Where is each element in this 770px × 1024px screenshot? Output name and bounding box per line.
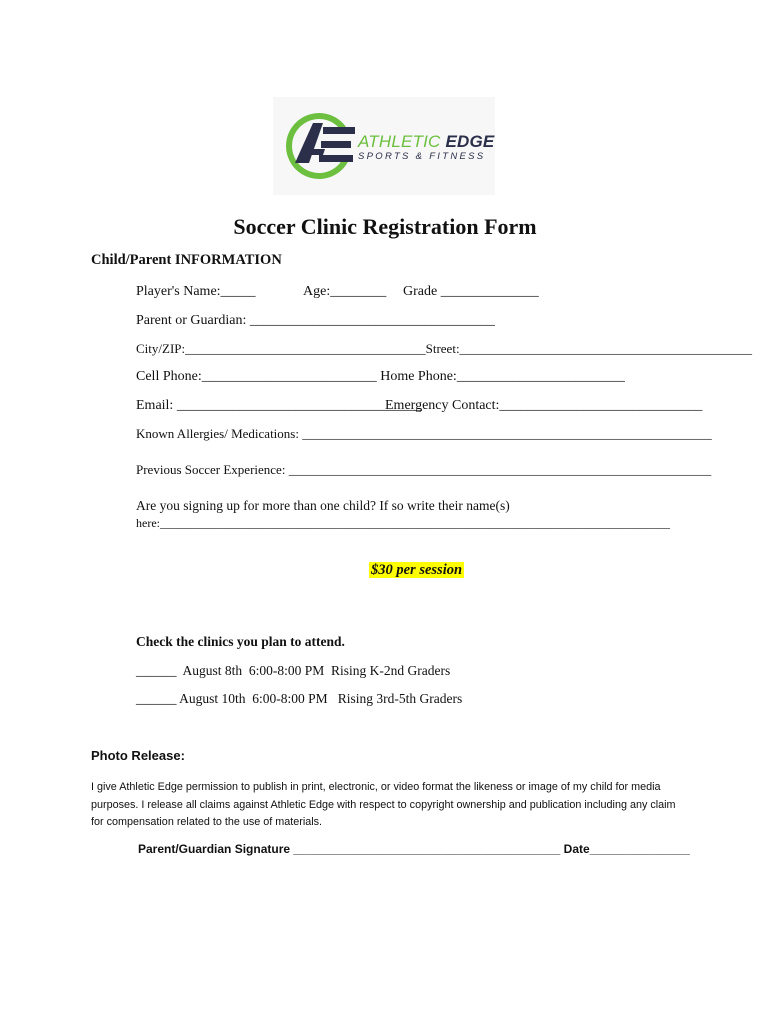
clinic-option-2[interactable]: ______ August 10th 6:00-8:00 PM Rising 3rd-5th Graders <box>136 691 463 706</box>
allergies-field[interactable]: Known Allergies/ Medications: _______________________________________________________________ <box>136 426 712 441</box>
logo-tagline: SPORTS & FITNESS <box>358 151 486 162</box>
clinic-option-1[interactable]: ______ August 8th 6:00-8:00 PM Rising K-2nd Graders <box>136 663 451 678</box>
siblings-field[interactable]: here:_____________________________________________________________________________________ <box>136 516 670 530</box>
age-field[interactable]: Age:________ <box>303 284 387 299</box>
signature-line[interactable]: Parent/Guardian Signature ________________________________________ Date_______________ <box>138 842 690 856</box>
phone-fields[interactable]: Cell Phone:_________________________ Home Phone:________________________ <box>136 369 625 384</box>
city-street-field[interactable]: City/ZIP:_____________________________________Street:_____________________________________________ <box>136 341 753 356</box>
logo-brand-bold-word: EDGE <box>445 132 495 151</box>
page-title: Soccer Clinic Registration Form <box>233 214 537 239</box>
logo-brand-word: ATHLETIC <box>358 132 441 151</box>
section-heading: Child/Parent INFORMATION <box>91 252 282 268</box>
clinics-heading: Check the clinics you plan to attend. <box>136 634 345 649</box>
email-field[interactable]: Email: ___________________________________ <box>136 398 422 413</box>
player-name-field[interactable]: Player's Name:_____ <box>136 284 256 299</box>
parent-field[interactable]: Parent or Guardian: ___________________________________ <box>136 313 495 328</box>
grade-field[interactable]: Grade ______________ <box>403 284 539 299</box>
emergency-contact-field[interactable]: Emergency Contact:_____________________________ <box>385 398 703 413</box>
photo-release-heading: Photo Release: <box>91 748 185 763</box>
logo-brand-text <box>358 132 494 152</box>
price-badge <box>361 543 464 579</box>
siblings-question: Are you signing up for more than one child? If so write their name(s) <box>136 498 510 513</box>
experience-field[interactable]: Previous Soccer Experience: _________________________________________________________________ <box>136 462 712 477</box>
photo-release-text: I give Athletic Edge permission to publish in print, electronic, or video format the likeness or image of my child for media purposes. I release all claims against Athletic Edge with respect to copyright ownership and publication including any claim for compensation related to the use of materials. <box>91 781 676 828</box>
price-text: $30 per session <box>371 562 463 578</box>
